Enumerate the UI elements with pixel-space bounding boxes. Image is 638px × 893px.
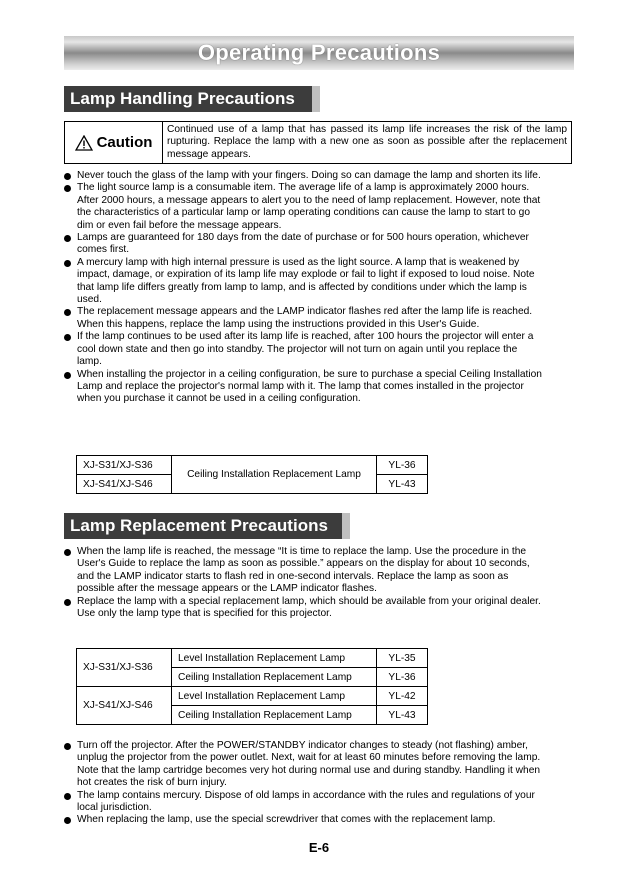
bullet-icon <box>64 334 71 341</box>
table-cell-lamp: Level Installation Replacement Lamp <box>172 649 377 668</box>
page-number: E-6 <box>308 840 330 855</box>
bullet-icon <box>64 185 71 192</box>
table-cell-model: XJ-S31/XJ-S36 <box>77 456 172 475</box>
table-cell-code: YL-36 <box>377 456 428 475</box>
table-row <box>77 456 428 475</box>
page-title-band <box>64 36 574 70</box>
list-item: If the lamp continues to be used after its lamp life is reached, after 100 hours the projector will enter a cool down state and then go into standby. The projector will not turn on again until you replace the lamp. <box>64 331 544 368</box>
table-cell-model: XJ-S41/XJ-S46 <box>77 687 172 725</box>
section-heading-lamp-replacement <box>64 513 342 539</box>
list-item: Lamps are guaranteed for 180 days from the date of purchase or for 500 hours operation, whichever comes first. <box>64 232 544 257</box>
section-heading-text: Lamp Replacement Precautions <box>70 516 328 535</box>
list-item: Turn off the projector. After the POWER/STANDBY indicator changes to steady (not flashing) amber, unplug the projector from the power outlet. Next, wait for at least 60 minutes before removing the lamp. Note that the lamp cartridge becomes very hot during normal use and during standby. Handling it when hot creates the risk of burn injury. <box>64 740 544 790</box>
table-cell-code: YL-43 <box>377 706 428 725</box>
bullet-icon <box>64 599 71 606</box>
table-cell-code: YL-35 <box>377 649 428 668</box>
lamp-replacement-list-continued <box>64 740 544 827</box>
caution-label-cell <box>65 122 163 163</box>
table-cell-lamp: Ceiling Installation Replacement Lamp <box>172 456 377 494</box>
section-heading-lamp-handling <box>64 86 312 112</box>
bullet-icon <box>64 817 71 824</box>
list-item: Replace the lamp with a special replacement lamp, which should be available from your original dealer. Use only the lamp type that is specified for this projector. <box>64 596 544 621</box>
list-item: The replacement message appears and the LAMP indicator flashes red after the lamp life is reached. When this happens, replace the lamp using the instructions provided in this User's Guide. <box>64 306 544 331</box>
replacement-lamp-table <box>76 648 428 725</box>
section-heading-text: Lamp Handling Precautions <box>70 89 295 108</box>
list-item: When installing the projector in a ceiling configuration, be sure to purchase a special Ceiling Installation Lamp and replace the projector's normal lamp with it. The lamp that comes installed in the projector when you purchase it cannot be used in a ceiling configuration. <box>64 369 544 406</box>
table-cell-lamp: Level Installation Replacement Lamp <box>172 687 377 706</box>
lamp-replacement-list <box>64 546 544 620</box>
table-cell-model: XJ-S31/XJ-S36 <box>77 649 172 687</box>
list-item: Never touch the glass of the lamp with your fingers. Doing so can damage the lamp and shorten its life. <box>64 170 544 182</box>
lamp-handling-list <box>64 170 544 406</box>
page-title: Operating Precautions <box>197 40 441 65</box>
list-item: The lamp contains mercury. Dispose of old lamps in accordance with the rules and regulations of your local jurisdiction. <box>64 790 544 815</box>
list-item: When the lamp life is reached, the message “It is time to replace the lamp. Use the procedure in the User's Guide to replace the lamp as soon as possible.” appears on the display for about 10 seconds, and the LAMP indicator starts to flash red in one-second intervals. Replace the lamp as soon as possible after the message appears or the LAMP indicator flashes. <box>64 546 544 596</box>
bullet-icon <box>64 793 71 800</box>
ceiling-lamp-table <box>76 455 428 494</box>
table-cell-model: XJ-S41/XJ-S46 <box>77 475 172 494</box>
caution-text: Continued use of a lamp that has passed its lamp life increases the risk of the lamp rupturing. Replace the lamp with a new one as soon as possible after the replacement message appears. <box>167 124 567 160</box>
warning-triangle-icon <box>75 135 93 151</box>
bullet-icon <box>64 235 71 242</box>
list-item: A mercury lamp with high internal pressure is used as the light source. A lamp that is weakened by impact, damage, or expiration of its lamp life may explode or fail to light if exposed to loud noise. Note that lamp life differs greatly from lamp to lamp, and is affected by conditions under which the lamp is used. <box>64 257 544 307</box>
table-row <box>77 687 428 706</box>
bullet-icon <box>64 309 71 316</box>
table-cell-lamp: Ceiling Installation Replacement Lamp <box>172 706 377 725</box>
bullet-icon <box>64 372 71 379</box>
bullet-icon <box>64 173 71 180</box>
list-item: When replacing the lamp, use the special screwdriver that comes with the replacement lamp. <box>64 814 544 826</box>
table-row <box>77 649 428 668</box>
bullet-icon <box>64 743 71 750</box>
table-cell-code: YL-36 <box>377 668 428 687</box>
list-item: The light source lamp is a consumable item. The average life of a lamp is approximately 2000 hours. After 2000 hours, a message appears to alert you to the need of lamp replacement. However, note that the characteristics of a particular lamp or lamp operating conditions can cause the lamp to start to go dim or even fail before the message appears. <box>64 182 544 232</box>
table-cell-code: YL-42 <box>377 687 428 706</box>
table-cell-lamp: Ceiling Installation Replacement Lamp <box>172 668 377 687</box>
table-cell-code: YL-43 <box>377 475 428 494</box>
caution-label: Caution <box>96 134 153 151</box>
bullet-icon <box>64 260 71 267</box>
bullet-icon <box>64 549 71 556</box>
caution-box <box>64 121 572 164</box>
